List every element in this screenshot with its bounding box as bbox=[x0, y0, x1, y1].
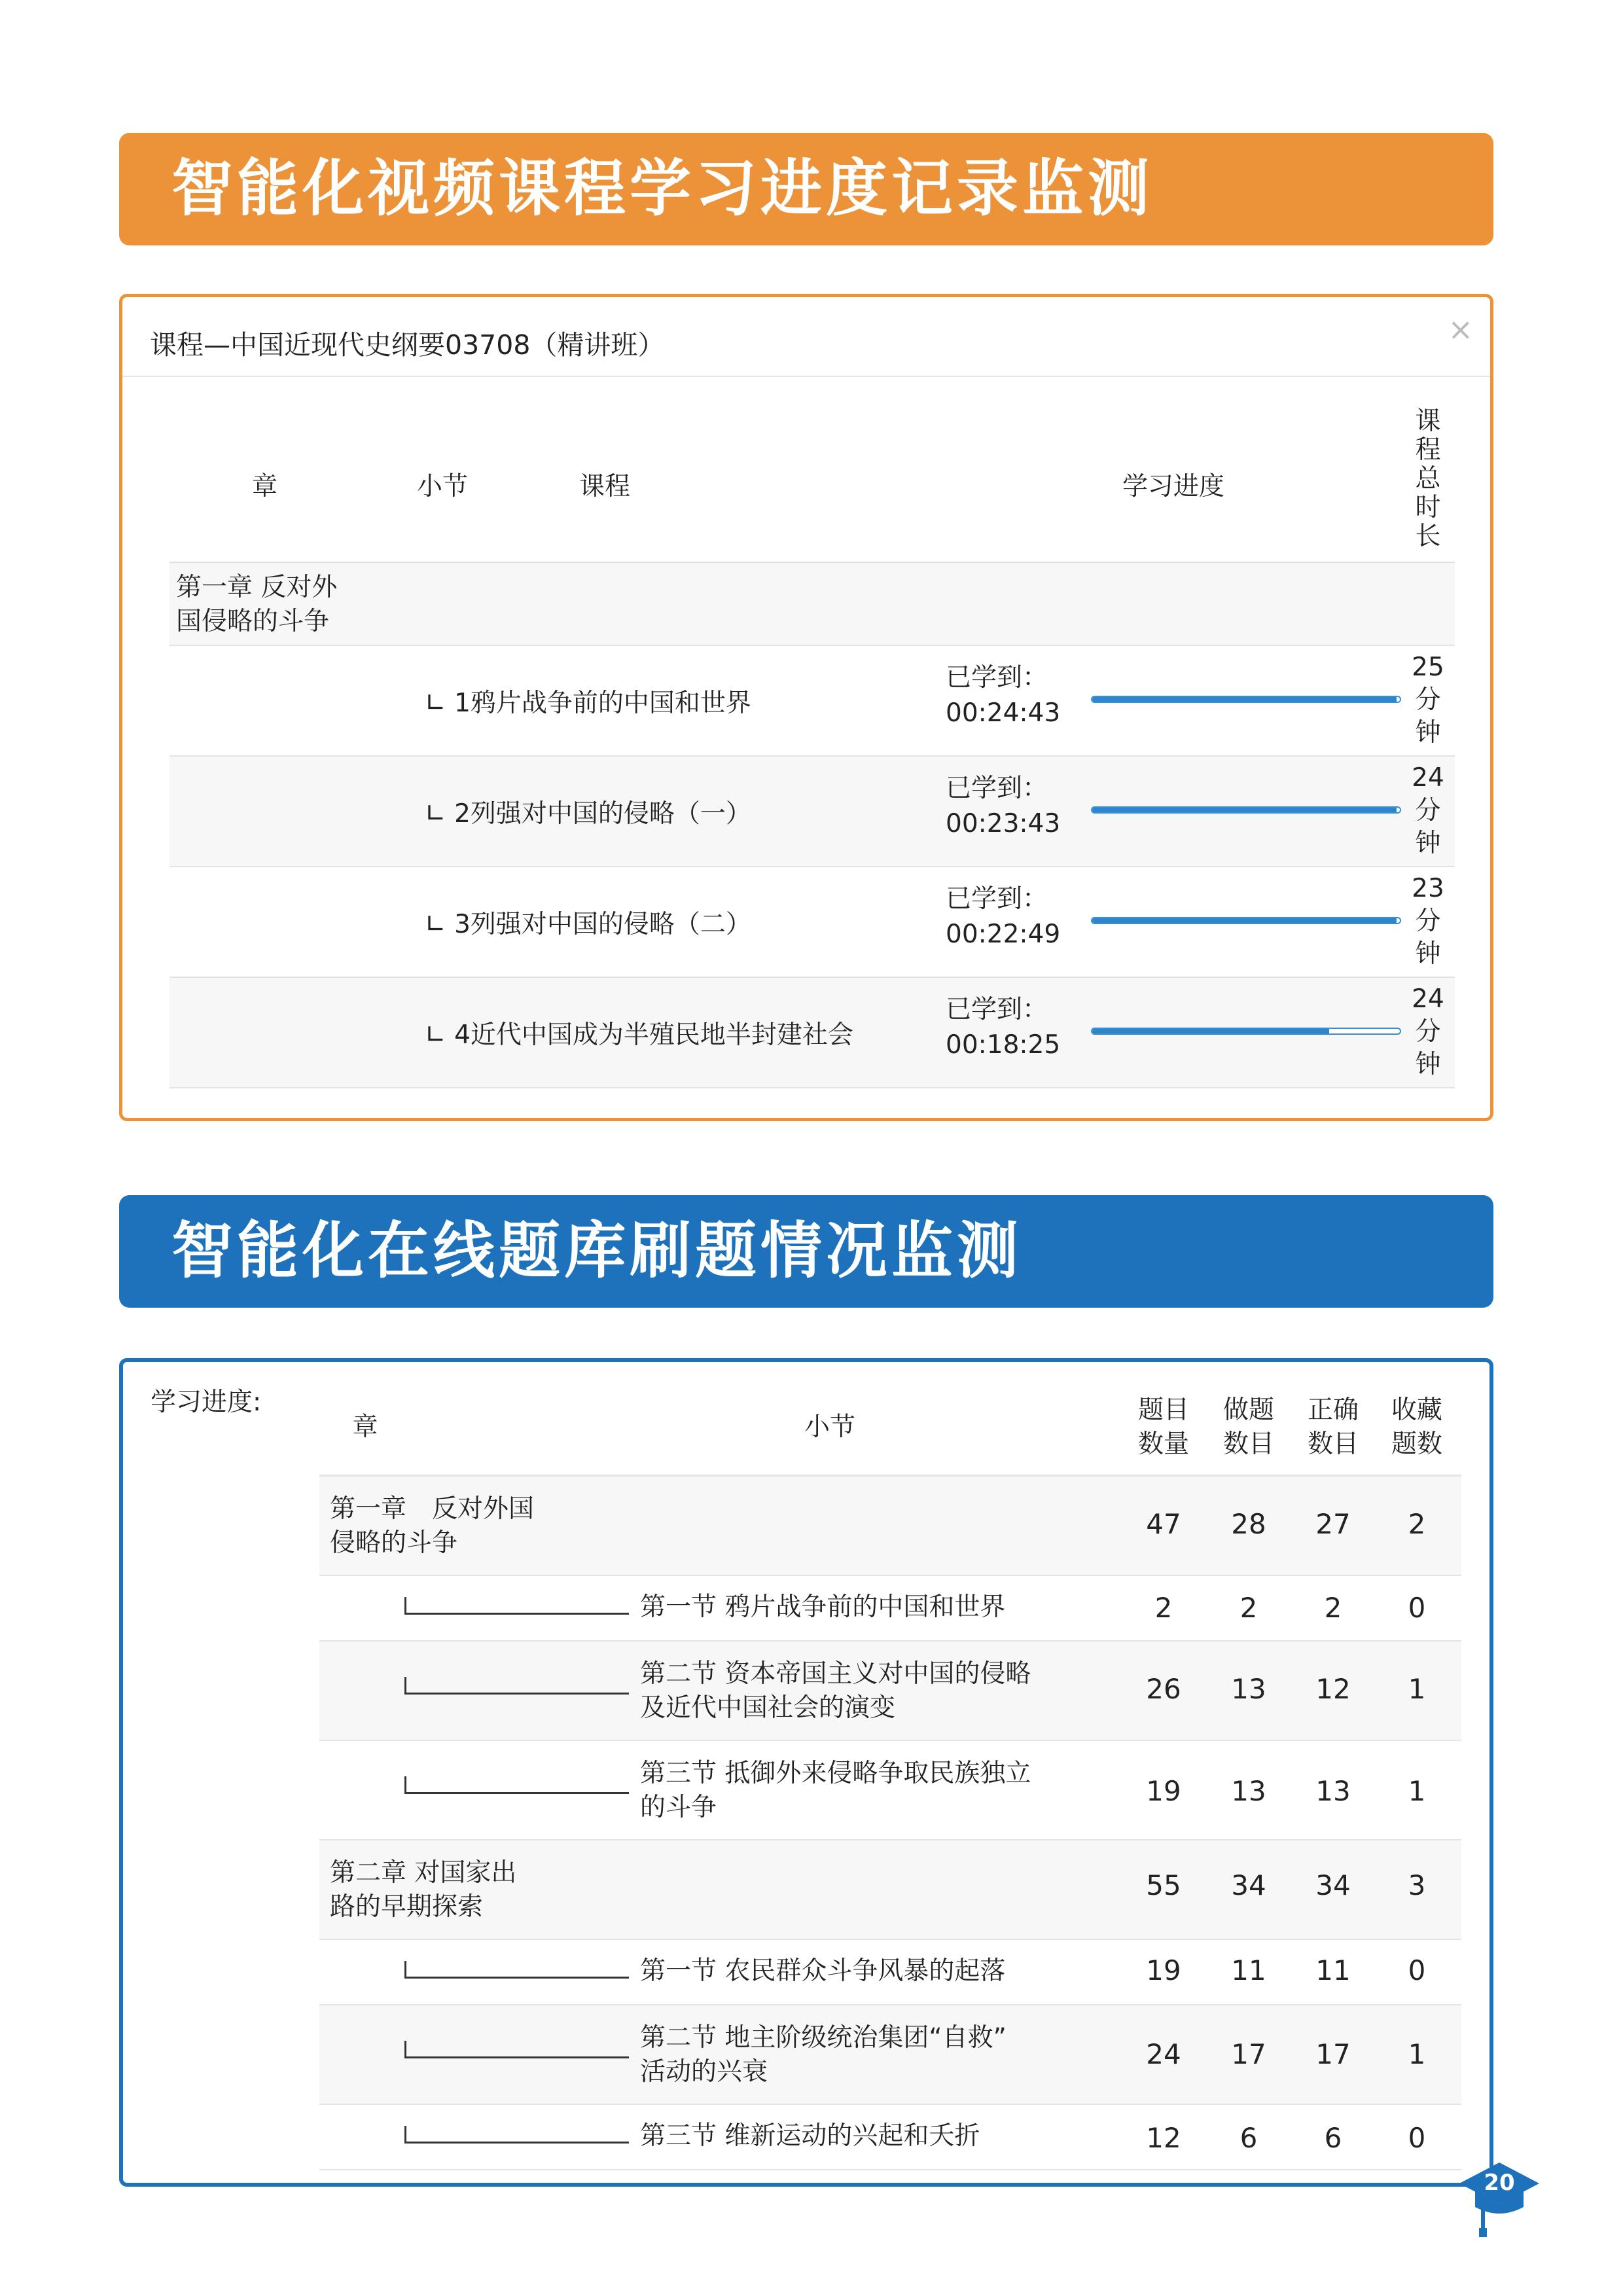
correct-count: 6 bbox=[1324, 2122, 1342, 2154]
correct-count: 13 bbox=[1315, 1775, 1351, 1807]
question-bank-banner: 智能化在线题库刷题情况监测 bbox=[119, 1195, 1493, 1308]
fav-count: 1 bbox=[1408, 1775, 1426, 1807]
header-course: 课程 bbox=[579, 472, 631, 501]
correct-count: 11 bbox=[1315, 1954, 1351, 1986]
section-title: 第三节 维新运动的兴起和夭折 bbox=[640, 2121, 980, 2151]
section-title: 第二节 资本帝国主义对中国的侵略 及近代中国社会的演变 bbox=[640, 1659, 1031, 1723]
correct-count: 2 bbox=[1324, 1592, 1342, 1624]
chapter-row bbox=[169, 563, 1455, 646]
lesson-duration: 24 分 钟 bbox=[1412, 984, 1444, 1079]
question-bank-panel bbox=[119, 1358, 1493, 2187]
done-count: 11 bbox=[1231, 1954, 1266, 1986]
modal-title: 课程—中国近现代史纲要03708（精讲班） bbox=[150, 329, 665, 361]
fav-count: 0 bbox=[1408, 1592, 1426, 1624]
fav-count: 0 bbox=[1408, 2122, 1426, 2154]
video-course-modal bbox=[119, 294, 1493, 1121]
section-row[interactable] bbox=[319, 1641, 1461, 1741]
lesson-duration: 23 分 钟 bbox=[1412, 874, 1444, 969]
total-count: 26 bbox=[1146, 1673, 1181, 1705]
lesson-title[interactable]: ∟ 2列强对中国的侵略（一） bbox=[425, 799, 751, 829]
studied-time: 已学到： 00:23:43 bbox=[946, 774, 1061, 838]
section-title: 第一节 农民群众斗争风暴的起落 bbox=[640, 1956, 1006, 1986]
done-count: 6 bbox=[1240, 2122, 1258, 2154]
studied-time: 已学到： 00:22:49 bbox=[946, 884, 1061, 949]
studied-time: 已学到： 00:24:43 bbox=[946, 663, 1061, 728]
tree-connector bbox=[404, 2126, 629, 2144]
section-row[interactable] bbox=[319, 1940, 1461, 2005]
progress-bar bbox=[1091, 806, 1401, 814]
fav-count: 1 bbox=[1408, 2038, 1426, 2070]
chapter-row[interactable] bbox=[319, 1840, 1461, 1940]
header-fav: 收藏 题数 bbox=[1391, 1395, 1442, 1459]
chapter-title: 第二章 对国家出 路的早期探索 bbox=[330, 1858, 517, 1922]
done-count: 34 bbox=[1231, 1869, 1266, 1901]
fav-count: 3 bbox=[1408, 1869, 1426, 1901]
total-count: 2 bbox=[1154, 1592, 1173, 1624]
header-chapter: 章 bbox=[252, 472, 278, 501]
chapter-row[interactable] bbox=[319, 1477, 1461, 1576]
section-title: 第二节 地主阶级统治集团“自救” 活动的兴衰 bbox=[640, 2023, 1007, 2087]
correct-count: 27 bbox=[1315, 1508, 1351, 1540]
fav-count: 2 bbox=[1408, 1508, 1426, 1540]
progress-bar bbox=[1091, 917, 1401, 924]
total-count: 47 bbox=[1146, 1508, 1181, 1540]
lesson-row[interactable] bbox=[169, 757, 1455, 867]
tree-connector bbox=[404, 1961, 629, 1979]
page-number-badge bbox=[1457, 2155, 1542, 2240]
lesson-duration: 25 分 钟 bbox=[1412, 653, 1444, 747]
tree-connector bbox=[404, 1677, 629, 1695]
section-row[interactable] bbox=[319, 1741, 1461, 1840]
total-count: 19 bbox=[1146, 1954, 1181, 1986]
correct-count: 17 bbox=[1315, 2038, 1351, 2070]
correct-count: 34 bbox=[1315, 1869, 1351, 1901]
total-count: 24 bbox=[1146, 2038, 1181, 2070]
fav-count: 1 bbox=[1408, 1673, 1426, 1705]
done-count: 28 bbox=[1231, 1508, 1266, 1540]
lesson-row[interactable] bbox=[169, 978, 1455, 1088]
page-number: 20 bbox=[1484, 2170, 1515, 2196]
close-icon[interactable]: × bbox=[1448, 312, 1473, 347]
lesson-row[interactable] bbox=[169, 867, 1455, 978]
section-title: 第三节 抵御外来侵略争取民族独立 的斗争 bbox=[640, 1759, 1031, 1822]
total-count: 55 bbox=[1146, 1869, 1181, 1901]
tree-connector bbox=[404, 1776, 629, 1794]
lesson-duration: 24 分 钟 bbox=[1412, 763, 1444, 858]
lesson-title[interactable]: ∟ 4近代中国成为半殖民地半封建社会 bbox=[425, 1020, 853, 1050]
modal-divider bbox=[122, 376, 1490, 377]
progress-label: 学习进度: bbox=[151, 1388, 262, 1417]
done-count: 17 bbox=[1231, 2038, 1266, 2070]
header-progress: 学习进度 bbox=[1122, 472, 1225, 501]
video-progress-banner: 智能化视频课程学习进度记录监测 bbox=[119, 133, 1493, 245]
studied-time: 已学到： 00:18:25 bbox=[946, 995, 1061, 1060]
lesson-title[interactable]: ∟ 1鸦片战争前的中国和世界 bbox=[425, 689, 751, 718]
chapter-title: 第一章 反对外 国侵略的斗争 bbox=[176, 573, 338, 636]
section-row[interactable] bbox=[319, 2105, 1461, 2170]
header-total: 题目 数量 bbox=[1137, 1395, 1189, 1459]
progress-bar bbox=[1091, 1028, 1401, 1035]
section-title: 第一节 鸦片战争前的中国和世界 bbox=[640, 1592, 1006, 1622]
lesson-row[interactable] bbox=[169, 646, 1455, 757]
done-count: 13 bbox=[1231, 1775, 1266, 1807]
total-count: 19 bbox=[1146, 1775, 1181, 1807]
progress-bar bbox=[1091, 696, 1401, 703]
header-chapter: 章 bbox=[352, 1412, 378, 1442]
header-duration: 课 程 总 时 长 bbox=[1415, 406, 1441, 551]
header-section: 小节 bbox=[417, 472, 469, 501]
header-section: 小节 bbox=[804, 1412, 855, 1442]
total-count: 12 bbox=[1146, 2122, 1181, 2154]
correct-count: 12 bbox=[1315, 1673, 1351, 1705]
lesson-title[interactable]: ∟ 3列强对中国的侵略（二） bbox=[425, 910, 751, 939]
chapter-title: 第一章 反对外国 侵略的斗争 bbox=[330, 1494, 535, 1558]
header-correct: 正确 数目 bbox=[1307, 1395, 1359, 1459]
fav-count: 0 bbox=[1408, 1954, 1426, 1986]
tree-connector bbox=[404, 1597, 629, 1615]
section-row[interactable] bbox=[319, 1576, 1461, 1641]
done-count: 13 bbox=[1231, 1673, 1266, 1705]
section-row[interactable] bbox=[319, 2005, 1461, 2105]
header-done: 做题 数目 bbox=[1222, 1395, 1274, 1459]
graduation-cap-icon bbox=[1457, 2155, 1542, 2240]
tree-connector bbox=[404, 2041, 629, 2058]
done-count: 2 bbox=[1240, 1592, 1258, 1624]
